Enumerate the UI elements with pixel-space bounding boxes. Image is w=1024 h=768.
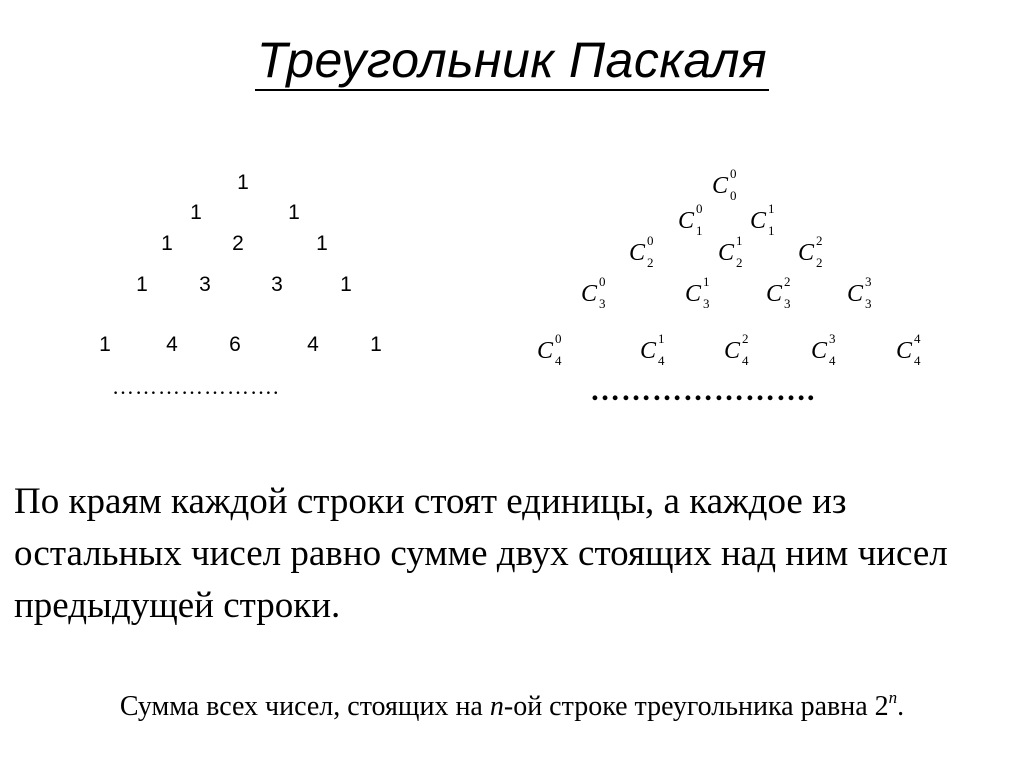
- triangle-number: 1: [190, 201, 202, 224]
- sum-suffix: .: [897, 691, 905, 722]
- triangle-number: 1: [161, 232, 173, 255]
- triangle-number: 6: [229, 333, 241, 356]
- triangle-number: 4: [307, 333, 319, 356]
- slide-title-text: Треугольник Паскаля: [255, 32, 769, 91]
- combination-triangle-ellipsis: ………………….: [590, 374, 816, 407]
- triangle-number: 1: [316, 232, 328, 255]
- triangle-number: 1: [340, 273, 352, 296]
- slide-title: [0, 30, 1024, 90]
- triangle-number: 2: [232, 232, 244, 255]
- sum-middle: -ой строке треугольника равна 2: [503, 691, 889, 722]
- triangle-number: 1: [237, 171, 249, 194]
- sum-variable: n: [489, 691, 504, 722]
- triangle-number: 1: [288, 201, 300, 224]
- triangle-number: 1: [99, 333, 111, 356]
- triangle-number: 3: [271, 273, 283, 296]
- rule-paragraph: По краям каждой строки стоят единицы, а каждое из остальных чисел равно сумме двух стоящих над ним чисел предыдущей строки.: [14, 481, 948, 626]
- triangle-number: 1: [370, 333, 382, 356]
- triangle-number: 1: [136, 273, 148, 296]
- sum-statement: [0, 690, 1024, 724]
- triangle-number: 4: [166, 333, 178, 356]
- triangle-number: 3: [199, 273, 211, 296]
- sum-exponent: n: [888, 688, 898, 707]
- numeric-triangle-ellipsis: ………………….: [112, 374, 280, 399]
- sum-prefix: Сумма всех чисел, стоящих на: [119, 691, 490, 722]
